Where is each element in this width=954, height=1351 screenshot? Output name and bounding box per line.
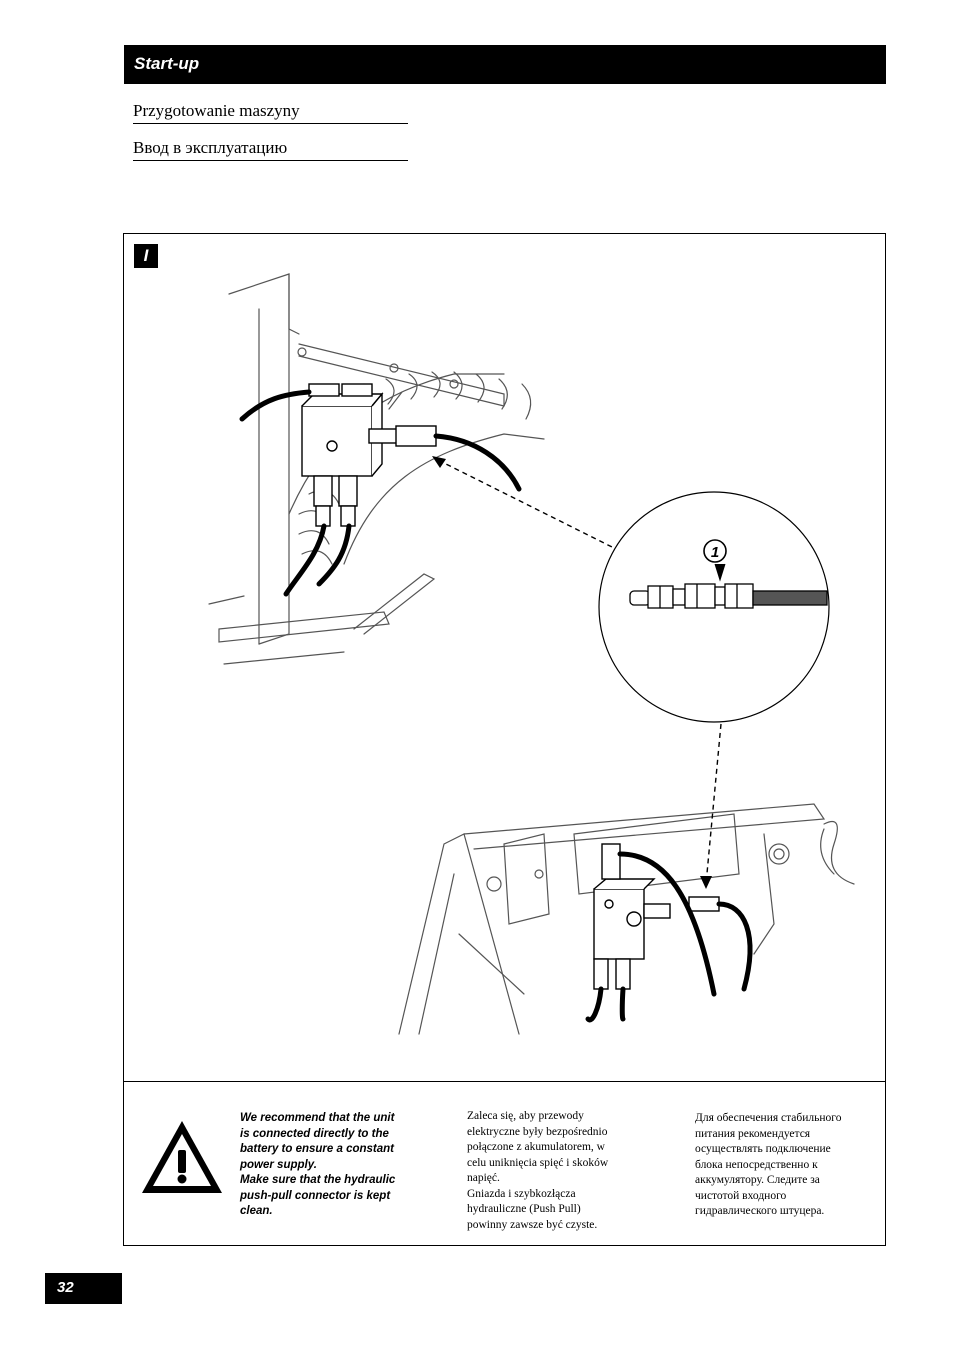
note-russian: Для обеспечения стабильного питания рекомендуется осуществлять подключение блока непосредственно к аккумулятору. Следите за чистотой входного гидравлического штуцера. bbox=[695, 1112, 842, 1217]
hydraulic-connector-illustration bbox=[124, 234, 885, 1080]
figure-frame bbox=[123, 233, 886, 1246]
note-english: We recommend that the unit is connected directly to the battery to ensure a constant power supply. Make sure that the hydraulic push-pull connector is kept clean. bbox=[240, 1112, 396, 1217]
page-section-title: Start-up bbox=[134, 54, 200, 73]
subtitle-polish: Przygotowanie maszyny bbox=[133, 101, 408, 124]
note-polish: Zaleca się, aby przewody elektryczne były bezpośrednio połączone z akumulatorem, w celu uniknięcia spięć i skoków napięć. Gniazda i szybkozłącza hydrauliczne (Push Pull) powinny zawsze być czyste. bbox=[467, 1110, 609, 1231]
warning-triangle-icon bbox=[138, 1117, 226, 1197]
header-bar bbox=[124, 45, 886, 84]
figure-label: I bbox=[134, 244, 158, 268]
callout-number: 1 bbox=[710, 544, 720, 561]
subtitle-russian: Ввод в эксплуатацию bbox=[133, 138, 408, 161]
notes-divider bbox=[124, 1081, 885, 1082]
page-number: 32 bbox=[57, 1279, 74, 1296]
page-number-box bbox=[45, 1273, 122, 1304]
